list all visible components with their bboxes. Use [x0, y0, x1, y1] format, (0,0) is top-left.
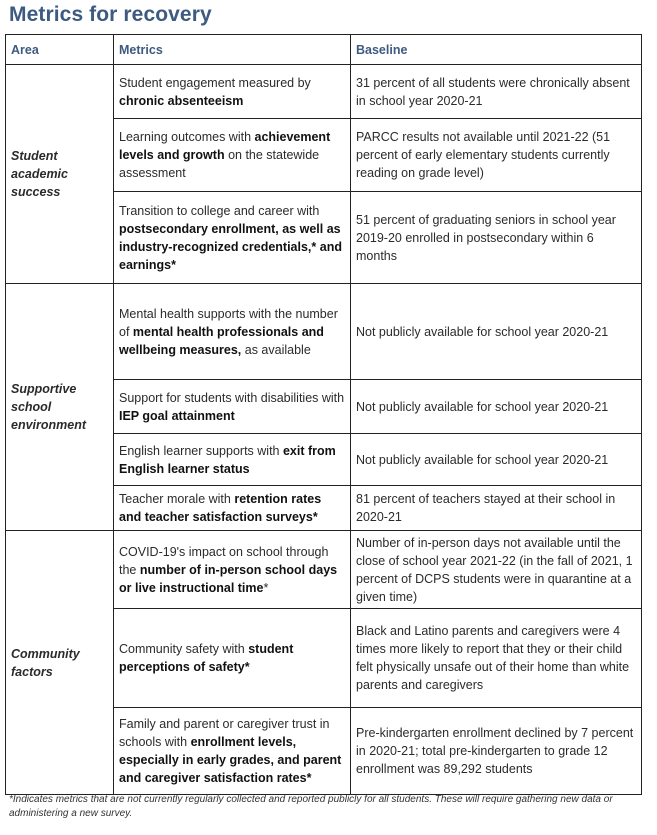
metric-emphasis: IEP goal attainment — [119, 408, 235, 423]
metric-cell — [114, 486, 351, 531]
metric-cell — [114, 380, 351, 434]
metric-emphasis: retention rates and teacher satisfaction surveys* — [119, 492, 322, 524]
metric-cell — [114, 119, 351, 192]
metric-text: Transition to college and career with — [119, 203, 320, 218]
baseline-cell: 81 percent of teachers stayed at their school in 2020-21 — [351, 486, 642, 531]
metric-cell — [114, 708, 351, 795]
metric-cell — [114, 284, 351, 380]
metric-cell — [114, 65, 351, 119]
table-row — [6, 284, 642, 380]
metrics-table — [5, 34, 642, 795]
table-body — [6, 65, 642, 795]
table-row — [6, 531, 642, 609]
area-cell: Community factors — [6, 531, 114, 795]
metric-text: on the statewide assessment — [119, 148, 320, 180]
baseline-cell: Number of in-person days not available until the close of school year 2021-22 (in the fall of 2021, 1 percent of DCPS students were in quarantine at a given time) — [351, 531, 642, 609]
metric-cell — [114, 192, 351, 284]
table-header-row — [6, 35, 642, 65]
metric-cell — [114, 609, 351, 708]
metric-emphasis: postsecondary enrollment, as well as industry-recognized credentials,* and earnings* — [119, 221, 342, 272]
metric-cell — [114, 434, 351, 486]
baseline-cell: Not publicly available for school year 2020-21 — [351, 284, 642, 380]
metric-emphasis: chronic absenteeism — [119, 93, 244, 108]
metric-text: Support for students with disabilities with — [119, 390, 345, 405]
metric-text: * — [263, 580, 269, 595]
metric-emphasis: enrollment levels, especially in early grades, and parent and caregiver satisfaction rates* — [119, 735, 342, 785]
metric-text: Family and parent or caregiver trust in schools with — [119, 717, 330, 749]
header-metrics: Metrics — [114, 35, 351, 65]
header-baseline: Baseline — [351, 35, 642, 65]
metric-text: Student engagement measured by — [119, 75, 311, 90]
metric-emphasis: student perceptions of safety* — [119, 642, 294, 674]
metric-emphasis: exit from English learner status — [119, 443, 336, 476]
baseline-cell: 31 percent of all students were chronically absent in school year 2020-21 — [351, 65, 642, 119]
metric-emphasis: mental health professionals and wellbeing measures, — [119, 324, 324, 357]
baseline-cell: PARCC results not available until 2021-22 (51 percent of early elementary students currently reading on grade level) — [351, 119, 642, 192]
metric-emphasis: achievement levels and growth — [119, 130, 331, 162]
table-row — [6, 65, 642, 119]
metric-text: Teacher morale with — [119, 492, 235, 506]
baseline-cell: Black and Latino parents and caregivers were 4 times more likely to report that they or their child felt physically unsafe out of their home than white parents and caregivers — [351, 609, 642, 708]
footnote: *Indicates metrics that are not currently regularly collected and reported publicly for all students. These will require gathering new data or administering a new survey. — [9, 794, 613, 819]
metric-text: Community safety with — [119, 642, 249, 656]
metric-text: COVID-19's impact on school through the — [119, 544, 329, 577]
metric-text: English learner supports with — [119, 443, 283, 458]
area-cell: Student academic success — [6, 65, 114, 284]
page-title: Metrics for recovery — [9, 3, 212, 26]
metric-text: as available — [241, 342, 311, 357]
metric-cell — [114, 531, 351, 609]
metric-text: Mental health supports with the number of — [119, 306, 338, 339]
baseline-cell: Not publicly available for school year 2020-21 — [351, 434, 642, 486]
header-area: Area — [6, 35, 114, 65]
baseline-cell: Not publicly available for school year 2020-21 — [351, 380, 642, 434]
baseline-cell: Pre-kindergarten enrollment declined by 7 percent in 2020-21; total pre-kindergarten to grade 12 enrollment was 89,292 students — [351, 708, 642, 795]
metric-emphasis: number of in-person school days or live instructional time — [119, 562, 338, 595]
area-cell: Supportive school environment — [6, 284, 114, 531]
metric-text: Learning outcomes with — [119, 130, 255, 144]
baseline-cell: 51 percent of graduating seniors in school year 2019-20 enrolled in postsecondary within 6 months — [351, 192, 642, 284]
